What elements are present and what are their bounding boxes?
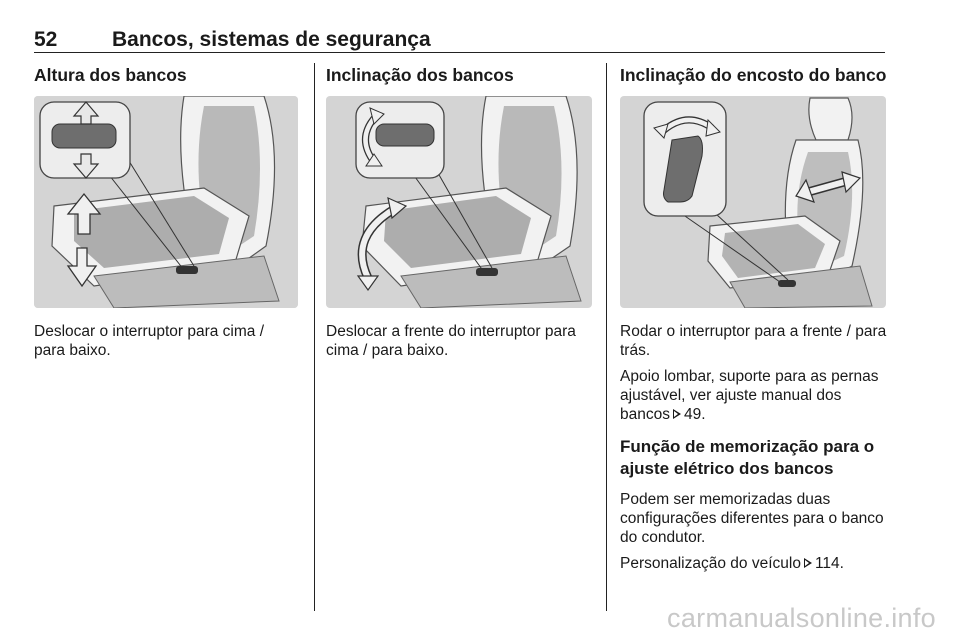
column-divider bbox=[606, 63, 607, 611]
page-header bbox=[34, 28, 885, 53]
column-divider bbox=[314, 63, 315, 611]
page-reference-icon bbox=[673, 409, 681, 420]
section-seat-height bbox=[34, 64, 302, 86]
seat-height-illustration bbox=[34, 96, 298, 308]
subsection-heading: Função de memorização para o ajuste elétrico dos bancos bbox=[620, 437, 875, 478]
instruction-text: Deslocar a frente do interruptor para cima / para baixo. bbox=[326, 323, 576, 359]
section-heading: Inclinação do encosto do banco bbox=[620, 65, 887, 85]
seat-tilt-text bbox=[326, 322, 596, 360]
lumbar-page-ref[interactable]: 49. bbox=[683, 406, 706, 423]
page-number: 52 bbox=[34, 28, 58, 51]
personalization-page-ref[interactable]: 114. bbox=[814, 555, 844, 572]
section-heading: Altura dos bancos bbox=[34, 65, 187, 85]
memory-text: Podem ser memorizadas duas configurações diferentes para o banco do condutor. bbox=[620, 491, 884, 546]
lumbar-description: Apoio lombar, suporte para as pernas ajustável, ver ajuste manual dos bancos bbox=[620, 368, 879, 423]
page-reference-icon bbox=[804, 558, 812, 569]
personalization-text bbox=[620, 554, 892, 573]
seat-tilt-illustration bbox=[326, 96, 592, 308]
watermark: carmanualsonline.info bbox=[667, 603, 936, 633]
personalization-description: Personalização do veículo bbox=[620, 555, 801, 572]
backrest-tilt-text bbox=[620, 322, 892, 573]
section-heading: Inclinação dos bancos bbox=[326, 65, 514, 85]
page-title: Bancos, sistemas de segurança bbox=[112, 28, 431, 51]
section-seat-tilt bbox=[326, 64, 594, 86]
instruction-text: Deslocar o interruptor para cima / para baixo. bbox=[34, 323, 265, 359]
lumbar-text bbox=[620, 367, 892, 424]
backrest-tilt-illustration bbox=[620, 96, 886, 308]
section-backrest-tilt bbox=[620, 64, 892, 86]
instruction-text: Rodar o interruptor para a frente / para trás. bbox=[620, 323, 887, 359]
seat-height-text bbox=[34, 322, 296, 360]
